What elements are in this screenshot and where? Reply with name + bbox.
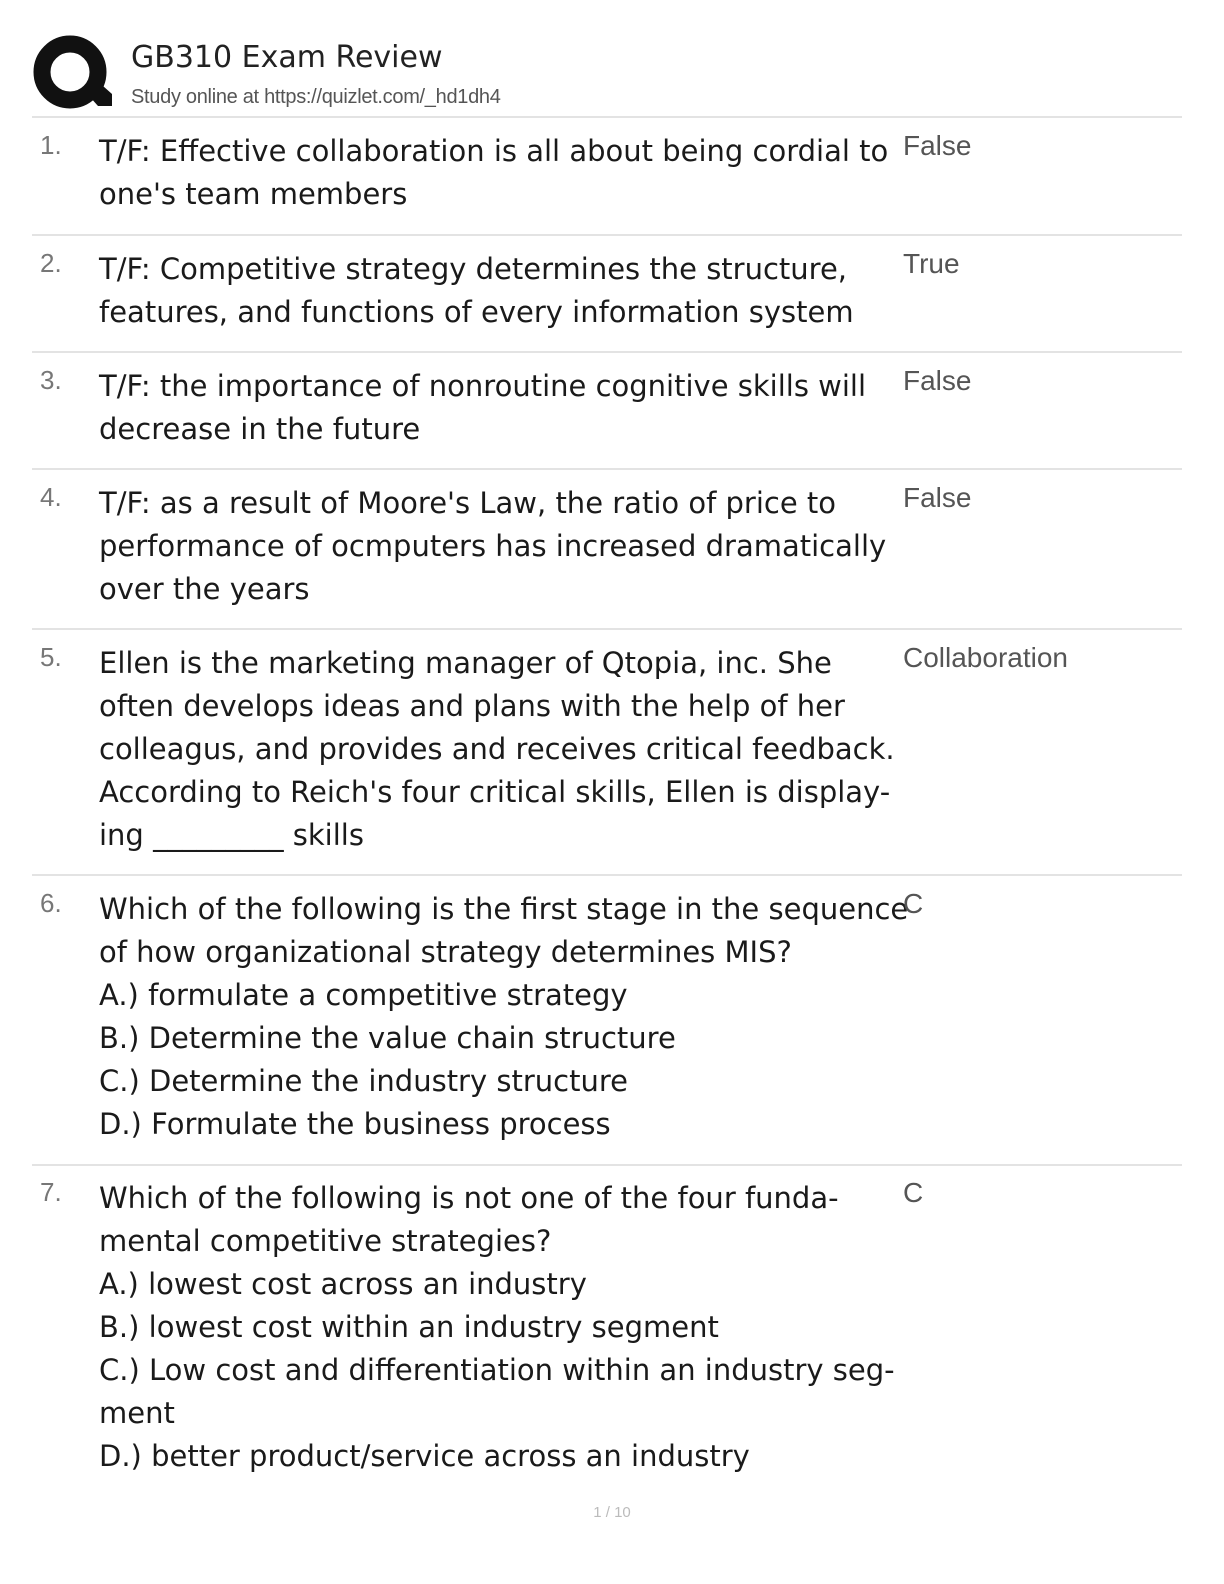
card-number: 2.	[40, 248, 62, 278]
card-question	[99, 642, 899, 857]
card-answer: False	[903, 365, 972, 396]
question-line: B.) Determine the value chain structure	[99, 1021, 676, 1055]
card-question	[99, 130, 899, 216]
card-answer: False	[903, 130, 972, 161]
card-question	[99, 1177, 899, 1478]
card-question	[99, 365, 899, 451]
card-question	[99, 248, 899, 334]
question-line: A.) formulate a competitive strategy	[99, 978, 628, 1012]
question-line: colleagus, and provides and receives critical feedback.	[99, 732, 895, 766]
card-answer: C	[903, 1177, 924, 1208]
card-number: 7.	[40, 1177, 62, 1207]
card-number: 6.	[40, 888, 62, 918]
card-number: 4.	[40, 482, 62, 512]
question-line: of how organizational strategy determines MIS?	[99, 935, 792, 969]
divider	[32, 874, 1182, 876]
card-question	[99, 888, 909, 1146]
question-line: T/F: Competitive strategy determines the structure,	[99, 252, 848, 286]
card-number: 5.	[40, 642, 62, 672]
divider	[32, 351, 1182, 353]
study-link-text: Study online at https://quizlet.com/_hd1dh4	[131, 86, 501, 108]
divider	[32, 628, 1182, 630]
question-line: T/F: the importance of nonroutine cognitive skills will	[99, 369, 867, 403]
question-line: C.) Low cost and differentiation within an industry seg-	[99, 1353, 895, 1387]
page-header	[32, 30, 1182, 116]
card-answer: True	[903, 248, 960, 279]
quizlet-q-logo-icon	[32, 34, 112, 114]
page-title: GB310 Exam Review	[131, 40, 443, 75]
question-line: D.) better product/service across an industry	[99, 1439, 750, 1473]
divider	[32, 468, 1182, 470]
question-line: often develops ideas and plans with the help of her	[99, 689, 845, 723]
question-line: Which of the following is the first stage in the sequence	[99, 892, 909, 926]
card-answer: Collaboration	[903, 642, 1068, 673]
question-line: C.) Determine the industry structure	[99, 1064, 628, 1098]
page-number: 1 / 10	[593, 1504, 631, 1521]
divider	[32, 1164, 1182, 1166]
question-line: B.) lowest cost within an industry segment	[99, 1310, 719, 1344]
question-line: According to Reich's four critical skills, Ellen is display-	[99, 775, 891, 809]
question-line: ing _________ skills	[99, 818, 364, 852]
card-question	[99, 482, 899, 611]
question-line: Which of the following is not one of the four funda-	[99, 1181, 839, 1215]
question-line: features, and functions of every information system	[99, 295, 854, 329]
card-number: 3.	[40, 365, 62, 395]
question-line: Ellen is the marketing manager of Qtopia, inc. She	[99, 646, 832, 680]
question-line: T/F: Effective collaboration is all about being cordial to	[99, 134, 889, 168]
card-answer: C	[903, 888, 924, 919]
question-line: ment	[99, 1396, 175, 1430]
question-line: performance of ocmputers has increased dramatically	[99, 529, 887, 563]
divider	[32, 116, 1182, 118]
divider	[32, 234, 1182, 236]
question-line: decrease in the future	[99, 412, 421, 446]
question-line: over the years	[99, 572, 310, 606]
question-line: D.) Formulate the business process	[99, 1107, 611, 1141]
question-line: one's team members	[99, 177, 408, 211]
question-line: T/F: as a result of Moore's Law, the ratio of price to	[99, 486, 837, 520]
card-number: 1.	[40, 130, 62, 160]
question-line: A.) lowest cost across an industry	[99, 1267, 587, 1301]
question-line: mental competitive strategies?	[99, 1224, 552, 1258]
card-answer: False	[903, 482, 972, 513]
